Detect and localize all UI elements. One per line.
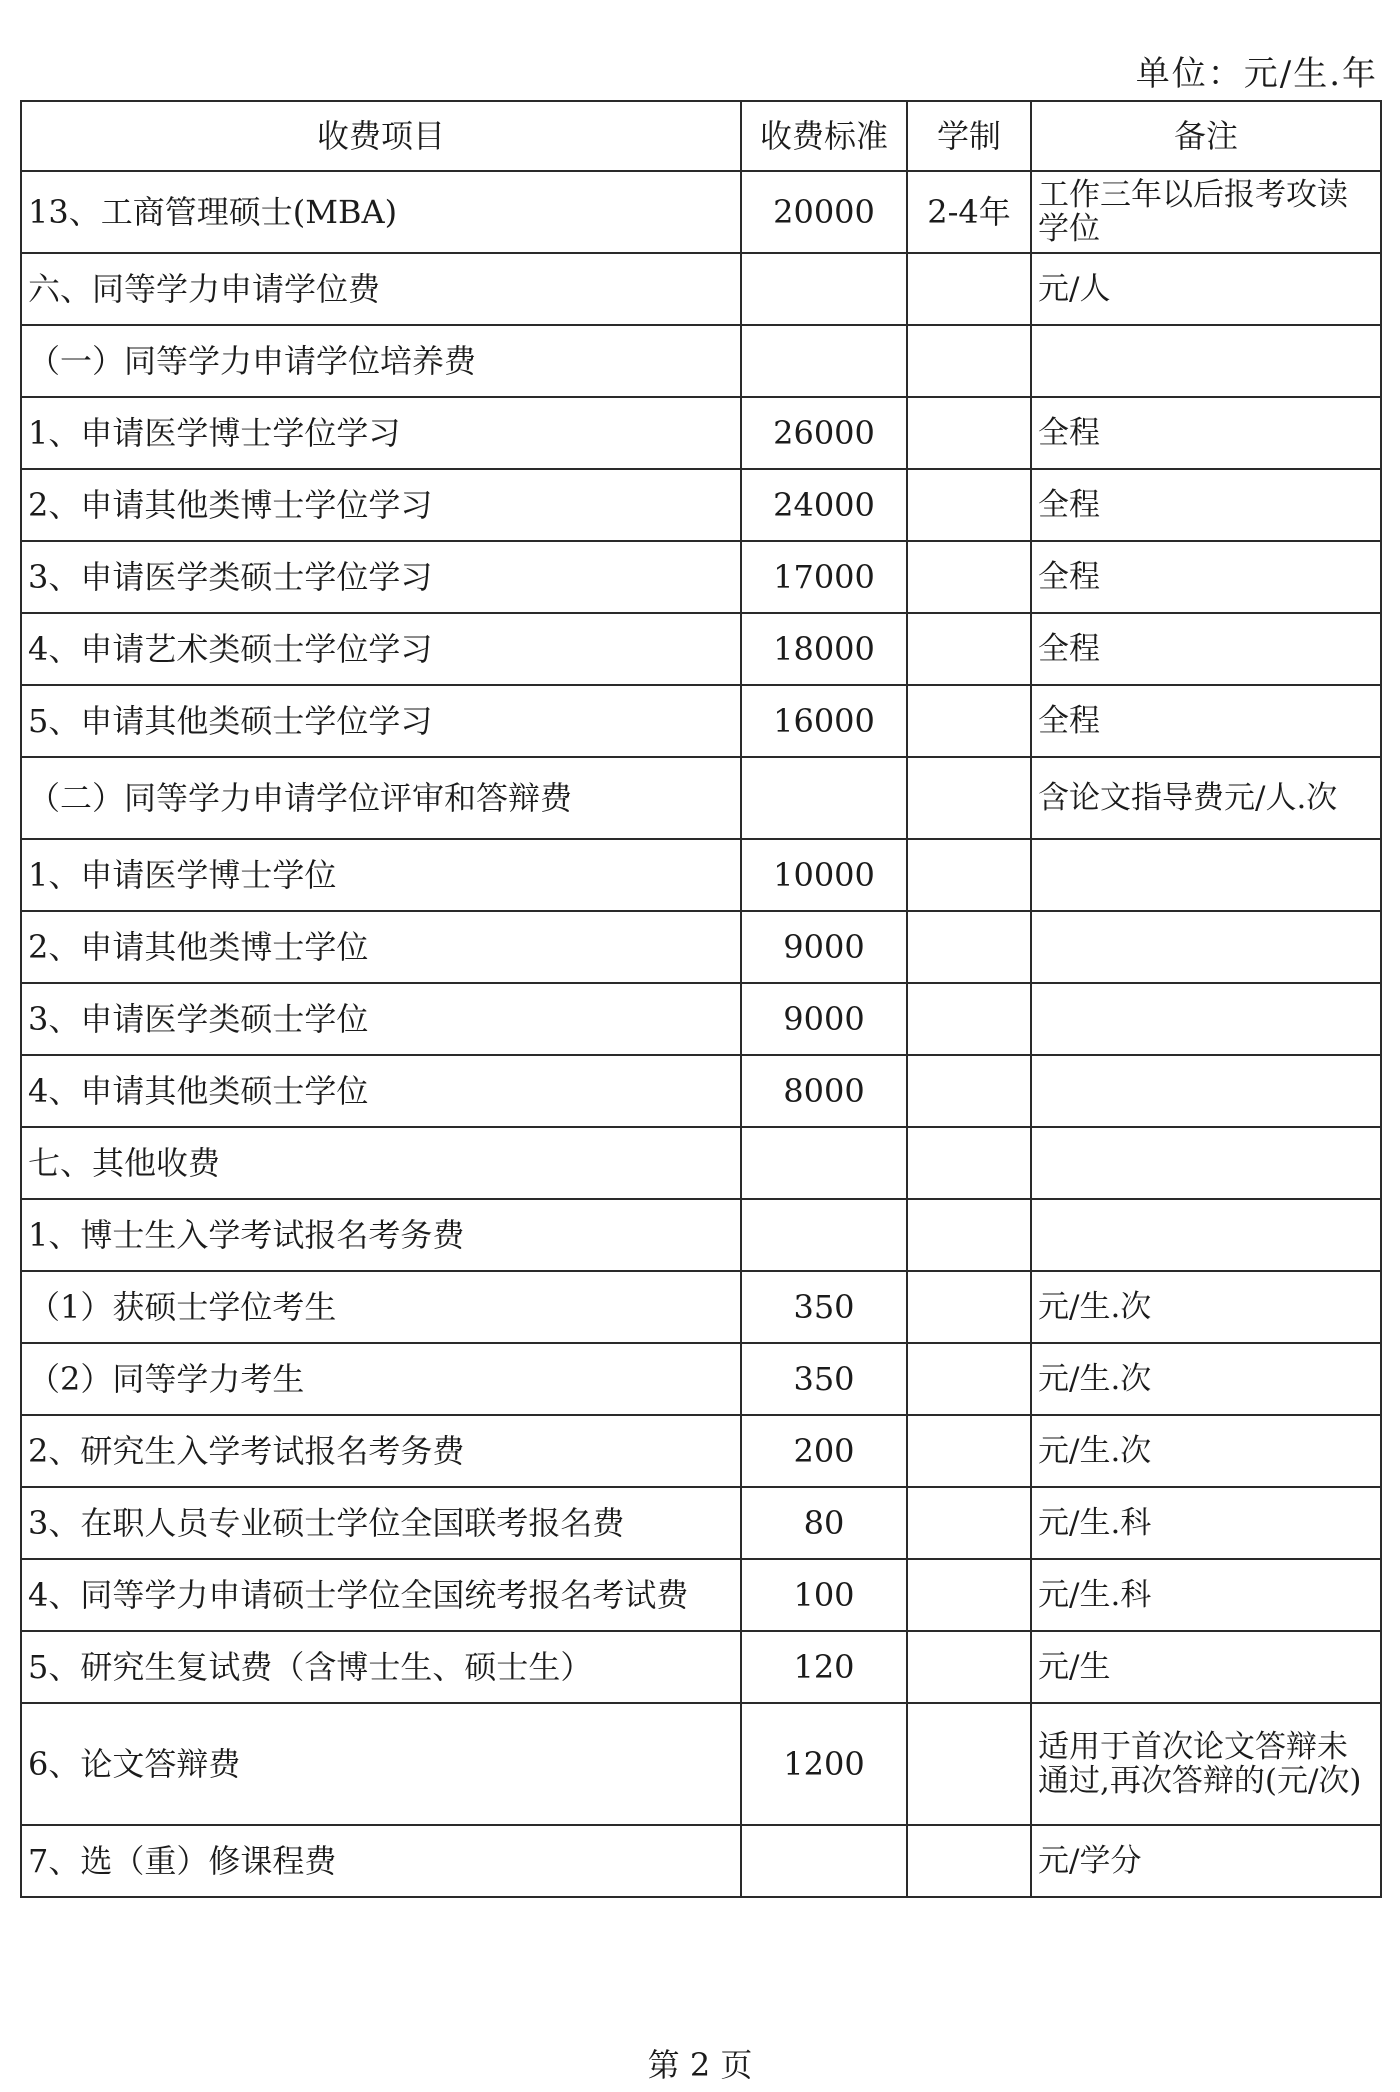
cell-note — [1031, 1199, 1381, 1271]
cell-note: 元/生.科 — [1031, 1559, 1381, 1631]
table-row — [21, 757, 1381, 839]
cell-fee: 16000 — [741, 685, 907, 757]
unit-label: 单位：元/生.年 — [1135, 54, 1378, 94]
cell-note: 全程 — [1031, 685, 1381, 757]
cell-note: 适用于首次论文答辩未通过,再次答辩的(元/次) — [1031, 1703, 1381, 1825]
cell-duration — [907, 397, 1031, 469]
cell-duration — [907, 1703, 1031, 1825]
cell-fee — [741, 757, 907, 839]
cell-note: 元/生.次 — [1031, 1415, 1381, 1487]
cell-fee: 200 — [741, 1415, 907, 1487]
cell-fee — [741, 325, 907, 397]
cell-fee: 100 — [741, 1559, 907, 1631]
header-note: 备注 — [1031, 101, 1381, 171]
cell-duration — [907, 1559, 1031, 1631]
cell-fee — [741, 253, 907, 325]
cell-fee — [741, 1199, 907, 1271]
table-row — [21, 1343, 1381, 1415]
cell-note: 元/生 — [1031, 1631, 1381, 1703]
cell-note — [1031, 1055, 1381, 1127]
cell-item: 1、申请医学博士学位学习 — [21, 397, 741, 469]
cell-note: 元/学分 — [1031, 1825, 1381, 1897]
cell-fee: 26000 — [741, 397, 907, 469]
cell-note: 全程 — [1031, 541, 1381, 613]
cell-item: 3、在职人员专业硕士学位全国联考报名费 — [21, 1487, 741, 1559]
cell-item: 1、申请医学博士学位 — [21, 839, 741, 911]
cell-note: 元/生.科 — [1031, 1487, 1381, 1559]
cell-item: 5、研究生复试费（含博士生、硕士生） — [21, 1631, 741, 1703]
cell-note — [1031, 839, 1381, 911]
cell-duration: 2-4年 — [907, 171, 1031, 253]
cell-note: 含论文指导费元/人.次 — [1031, 757, 1381, 839]
cell-duration — [907, 1055, 1031, 1127]
page-number: 第 2 页 — [647, 2046, 753, 2084]
table-row — [21, 685, 1381, 757]
cell-duration — [907, 325, 1031, 397]
fee-table — [20, 100, 1382, 1898]
cell-fee: 9000 — [741, 983, 907, 1055]
cell-fee: 9000 — [741, 911, 907, 983]
cell-duration — [907, 613, 1031, 685]
cell-item: 7、选（重）修课程费 — [21, 1825, 741, 1897]
cell-duration — [907, 253, 1031, 325]
table-row — [21, 397, 1381, 469]
cell-note: 工作三年以后报考攻读学位 — [1031, 171, 1381, 253]
cell-duration — [907, 1415, 1031, 1487]
table-row — [21, 839, 1381, 911]
cell-duration — [907, 757, 1031, 839]
cell-item: （二）同等学力申请学位评审和答辩费 — [21, 757, 741, 839]
cell-duration — [907, 983, 1031, 1055]
cell-note: 全程 — [1031, 469, 1381, 541]
cell-duration — [907, 911, 1031, 983]
cell-item: 5、申请其他类硕士学位学习 — [21, 685, 741, 757]
table-row — [21, 1487, 1381, 1559]
table-row — [21, 253, 1381, 325]
table-row — [21, 325, 1381, 397]
header-item: 收费项目 — [21, 101, 741, 171]
cell-duration — [907, 1825, 1031, 1897]
cell-duration — [907, 839, 1031, 911]
cell-fee: 80 — [741, 1487, 907, 1559]
cell-note: 元/人 — [1031, 253, 1381, 325]
table-row — [21, 1825, 1381, 1897]
cell-duration — [907, 685, 1031, 757]
cell-item: 2、研究生入学考试报名考务费 — [21, 1415, 741, 1487]
table-row — [21, 541, 1381, 613]
table-row — [21, 1127, 1381, 1199]
table-row — [21, 171, 1381, 253]
cell-item: 13、工商管理硕士(MBA) — [21, 171, 741, 253]
table-row — [21, 613, 1381, 685]
cell-fee — [741, 1127, 907, 1199]
cell-fee: 350 — [741, 1271, 907, 1343]
cell-duration — [907, 469, 1031, 541]
cell-duration — [907, 1271, 1031, 1343]
cell-fee: 17000 — [741, 541, 907, 613]
header-fee: 收费标准 — [741, 101, 907, 171]
table-row — [21, 1415, 1381, 1487]
cell-item: （1）获硕士学位考生 — [21, 1271, 741, 1343]
cell-fee: 1200 — [741, 1703, 907, 1825]
cell-note — [1031, 1127, 1381, 1199]
cell-fee: 20000 — [741, 171, 907, 253]
cell-fee: 18000 — [741, 613, 907, 685]
cell-item: 3、申请医学类硕士学位学习 — [21, 541, 741, 613]
cell-fee: 10000 — [741, 839, 907, 911]
cell-item: 2、申请其他类博士学位学习 — [21, 469, 741, 541]
table-row — [21, 983, 1381, 1055]
cell-note: 全程 — [1031, 397, 1381, 469]
cell-fee: 120 — [741, 1631, 907, 1703]
cell-note: 全程 — [1031, 613, 1381, 685]
cell-note — [1031, 325, 1381, 397]
cell-duration — [907, 1343, 1031, 1415]
cell-fee: 8000 — [741, 1055, 907, 1127]
table-row — [21, 1055, 1381, 1127]
cell-item: 6、论文答辩费 — [21, 1703, 741, 1825]
cell-duration — [907, 1127, 1031, 1199]
cell-item: 4、申请艺术类硕士学位学习 — [21, 613, 741, 685]
cell-item: 2、申请其他类博士学位 — [21, 911, 741, 983]
cell-duration — [907, 541, 1031, 613]
cell-note — [1031, 983, 1381, 1055]
header-duration: 学制 — [907, 101, 1031, 171]
cell-fee: 350 — [741, 1343, 907, 1415]
table-row — [21, 469, 1381, 541]
cell-note: 元/生.次 — [1031, 1343, 1381, 1415]
table-row — [21, 1199, 1381, 1271]
cell-item: 七、其他收费 — [21, 1127, 741, 1199]
cell-item: 3、申请医学类硕士学位 — [21, 983, 741, 1055]
cell-duration — [907, 1487, 1031, 1559]
cell-duration — [907, 1631, 1031, 1703]
table-header-row — [21, 101, 1381, 171]
cell-fee — [741, 1825, 907, 1897]
table-row — [21, 1703, 1381, 1825]
table-row — [21, 1271, 1381, 1343]
cell-note: 元/生.次 — [1031, 1271, 1381, 1343]
table-row — [21, 911, 1381, 983]
cell-fee: 24000 — [741, 469, 907, 541]
cell-item: （2）同等学力考生 — [21, 1343, 741, 1415]
table-row — [21, 1559, 1381, 1631]
cell-item: 六、同等学力申请学位费 — [21, 253, 741, 325]
cell-item: （一）同等学力申请学位培养费 — [21, 325, 741, 397]
table-row — [21, 1631, 1381, 1703]
cell-item: 1、博士生入学考试报名考务费 — [21, 1199, 741, 1271]
cell-duration — [907, 1199, 1031, 1271]
cell-note — [1031, 911, 1381, 983]
cell-item: 4、申请其他类硕士学位 — [21, 1055, 741, 1127]
cell-item: 4、同等学力申请硕士学位全国统考报名考试费 — [21, 1559, 741, 1631]
